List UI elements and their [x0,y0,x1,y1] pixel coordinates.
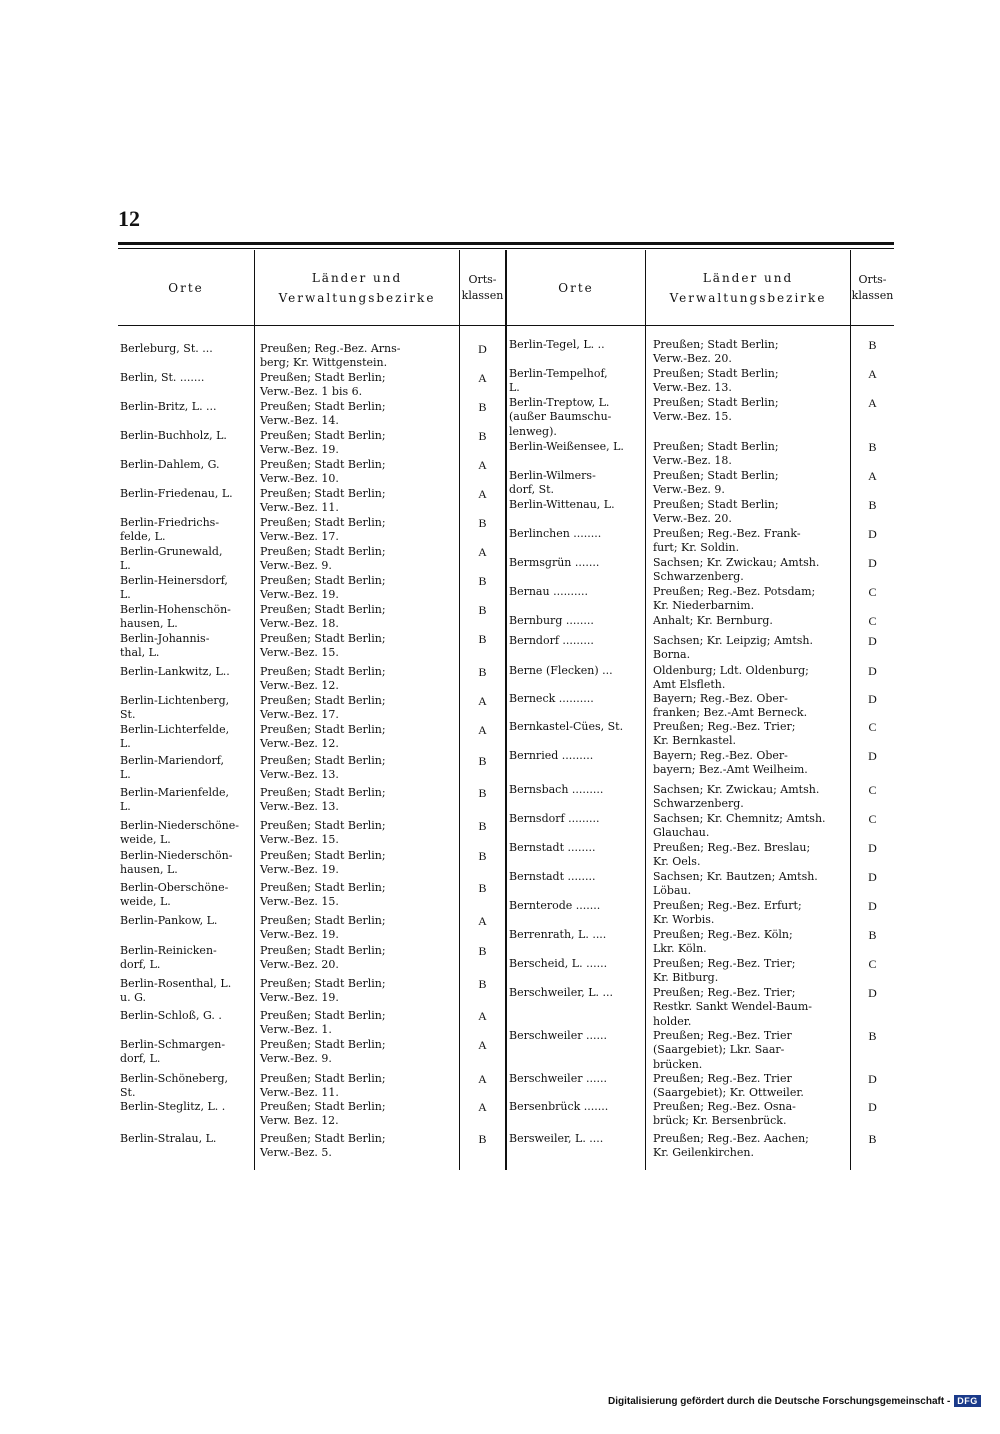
header-orte-label: Orte [558,281,594,295]
header-klassen-line2: klassen [461,289,504,302]
klasse-cell: D [868,527,877,541]
ort-cell: Berlin-Lichtenberg, St. [120,694,230,722]
land-cell: Preußen; Reg.-Bez. Trier (Saargebiet); Kr. Ottweiler. [653,1072,804,1100]
klasse-cell: A [478,1009,487,1023]
klasse-cell: C [868,720,877,734]
klasse-cell: B [868,1029,877,1043]
klasse-cell: D [868,634,877,648]
klasse-cell: A [478,1100,487,1114]
dfg-logo-icon: DFG [954,1395,981,1407]
land-cell: Preußen; Stadt Berlin; Verw.-Bez. 11. [260,1072,386,1100]
header-orte-left [118,252,254,324]
ort-cell: Berlin-Lichterfelde, L. [120,723,230,751]
land-cell: Preußen; Stadt Berlin; Verw.-Bez. 13. [260,754,386,782]
land-cell: Preußen; Reg.-Bez. Erfurt; Kr. Worbis. [653,899,802,927]
land-cell: Preußen; Stadt Berlin; Verw.-Bez. 9. [653,469,779,497]
klasse-cell: C [868,585,877,599]
land-cell: Preußen; Stadt Berlin; Verw.-Bez. 17. [260,694,386,722]
ort-cell: Berscheid, L. ...... [509,957,608,970]
klasse-cell: D [868,692,877,706]
ort-cell: Berlin-Mariendorf, L. [120,754,224,782]
land-cell: Preußen; Reg.-Bez. Trier; Restkr. Sankt Wendel-Baum- holder. [653,986,812,1028]
land-cell: Preußen; Stadt Berlin; Verw.-Bez. 19. [260,977,386,1005]
ort-cell: Berlin-Heinersdorf, L. [120,574,228,602]
ort-cell: Berlin-Treptow, L. (außer Baumschu- lenweg). [509,396,612,438]
land-cell: Preußen; Stadt Berlin; Verw.-Bez. 9. [260,1038,386,1066]
land-cell: Preußen; Stadt Berlin; Verw.-Bez. 19. [260,429,386,457]
land-cell: Preußen; Reg.-Bez. Trier; Kr. Bitburg. [653,957,796,985]
klasse-cell: B [478,1132,487,1146]
header-klassen-line1: Orts- [858,273,887,286]
land-cell: Preußen; Stadt Berlin; Verw.-Bez. 20. [653,498,779,526]
header-laender-line2: Verwaltungsbezirke [669,291,827,305]
klasse-cell: B [868,928,877,942]
ort-cell: Bernkastel-Cües, St. [509,720,624,733]
header-klassen-line2: klassen [851,289,894,302]
ort-cell: Berlin-Oberschöne- weide, L. [120,881,229,909]
table-top-rule-thin [118,248,894,249]
ort-cell: Berschweiler, L. ... [509,986,614,999]
klasse-cell: B [868,1132,877,1146]
klasse-cell: B [478,516,487,530]
klasse-cell: C [868,783,877,797]
klasse-cell: D [868,664,877,678]
land-cell: Preußen; Stadt Berlin; Verw.-Bez. 1 bis 6. [260,371,386,399]
land-cell: Preußen; Stadt Berlin; Verw.-Bez. 13. [260,786,386,814]
ort-cell: Berlin-Schmargen- dorf, L. [120,1038,226,1066]
land-cell: Sachsen; Kr. Zwickau; Amtsh. Schwarzenberg. [653,783,820,811]
land-cell: Preußen; Stadt Berlin; Verw.-Bez. 9. [260,545,386,573]
ort-cell: Berlin-Friedenau, L. [120,487,233,500]
land-cell: Preußen; Stadt Berlin; Verw.-Bez. 1. [260,1009,386,1037]
footer-text: Digitalisierung gefördert durch die Deutsche Forschungsgemeinschaft - [608,1395,951,1407]
ort-cell: Bernsdorf ......... [509,812,600,825]
header-orte-right [507,252,645,324]
header-laender-line2: Verwaltungsbezirke [278,291,436,305]
land-cell: Preußen; Stadt Berlin; Verw.-Bez. 15. [260,632,386,660]
klasse-cell: A [478,545,487,559]
klasse-cell: B [478,754,487,768]
land-cell: Sachsen; Kr. Chemnitz; Amtsh. Glauchau. [653,812,826,840]
header-orte-label: Orte [168,281,204,295]
ort-cell: Berlin-Tegel, L. .. [509,338,605,351]
klasse-cell: A [478,1072,487,1086]
ort-cell: Berlinchen ........ [509,527,602,540]
ort-cell: Berlin-Wilmers- dorf, St. [509,469,596,497]
klasse-cell: A [478,914,487,928]
land-cell: Sachsen; Kr. Bautzen; Amtsh. Löbau. [653,870,818,898]
klasse-cell: D [868,749,877,763]
ort-cell: Berlin, St. ....... [120,371,205,384]
land-cell: Preußen; Stadt Berlin; Verw.-Bez. 15. [260,881,386,909]
header-laender-right [646,252,850,324]
ort-cell: Bernau .......... [509,585,589,598]
ort-cell: Berndorf ......... [509,634,594,647]
header-laender-left [255,252,459,324]
ort-cell: Berrenrath, L. .... [509,928,607,941]
ort-cell: Berlin-Weißensee, L. [509,440,624,453]
ort-cell: Bernstadt ........ [509,870,596,883]
klasse-cell: D [478,342,487,356]
klasse-cell: B [478,429,487,443]
header-klassen-line1: Orts- [468,273,497,286]
table-body-right [507,334,894,1164]
ort-cell: Berlin-Friedrichs- felde, L. [120,516,220,544]
land-cell: Preußen; Stadt Berlin; Verw.-Bez. 18. [260,603,386,631]
klasse-cell: C [868,812,877,826]
header-laender-line1: Länder und [702,271,794,285]
land-cell: Sachsen; Kr. Leipzig; Amtsh. Borna. [653,634,813,662]
land-cell: Anhalt; Kr. Bernburg. [653,614,773,627]
land-cell: Preußen; Stadt Berlin; Verw.-Bez. 10. [260,458,386,486]
klasse-cell: B [868,498,877,512]
klasse-cell: A [478,1038,487,1052]
ort-cell: Berlin-Dahlem, G. [120,458,220,471]
klasse-cell: B [478,944,487,958]
ort-cell: Bersenbrück ....... [509,1100,609,1113]
ort-cell: Berneck .......... [509,692,594,705]
ort-cell: Berlin-Stralau, L. [120,1132,217,1145]
land-cell: Preußen; Stadt Berlin; Verw.-Bez. 15. [260,819,386,847]
land-cell: Preußen; Reg.-Bez. Breslau; Kr. Oels. [653,841,811,869]
ort-cell: Bernterode ....... [509,899,601,912]
land-cell: Preußen; Reg.-Bez. Potsdam; Kr. Niederbarnim. [653,585,816,613]
klasse-cell: D [868,986,877,1000]
klasse-cell: B [478,819,487,833]
klasse-cell: D [868,1100,877,1114]
klasse-cell: C [868,957,877,971]
ort-cell: Berlin-Tempelhof, L. [509,367,608,395]
ort-cell: Berlin-Johannis- thal, L. [120,632,210,660]
ort-cell: Berne (Flecken) ... [509,664,613,677]
land-cell: Preußen; Stadt Berlin; Verw.-Bez. 19. [260,914,386,942]
ort-cell: Bersweiler, L. .... [509,1132,604,1145]
land-cell: Preußen; Reg.-Bez. Aachen; Kr. Geilenkirchen. [653,1132,809,1160]
ort-cell: Bermsgrün ....... [509,556,600,569]
footer [608,1395,981,1407]
klasse-cell: A [868,469,877,483]
ort-cell: Berlin-Wittenau, L. [509,498,615,511]
land-cell: Preußen; Stadt Berlin; Verw. Bez. 12. [260,1100,386,1128]
land-cell: Sachsen; Kr. Zwickau; Amtsh. Schwarzenberg. [653,556,820,584]
ort-cell: Berlin-Rosenthal, L. u. G. [120,977,232,1005]
ort-cell: Berlin-Schöneberg, St. [120,1072,229,1100]
land-cell: Preußen; Stadt Berlin; Verw.-Bez. 12. [260,665,386,693]
land-cell: Bayern; Reg.-Bez. Ober- franken; Bez.-Amt Berneck. [653,692,808,720]
klasse-cell: D [868,841,877,855]
land-cell: Preußen; Reg.-Bez. Trier (Saargebiet); Lkr. Saar- brücken. [653,1029,792,1071]
klasse-cell: D [868,556,877,570]
ort-cell: Berleburg, St. ... [120,342,213,355]
land-cell: Preußen; Reg.-Bez. Köln; Lkr. Köln. [653,928,793,956]
ort-cell: Berschweiler ...... [509,1072,607,1085]
ort-cell: Bernstadt ........ [509,841,596,854]
land-cell: Preußen; Reg.-Bez. Osna- brück; Kr. Bersenbrück. [653,1100,796,1128]
klasse-cell: A [478,487,487,501]
ort-cell: Berlin-Lankwitz, L.. [120,665,230,678]
land-cell: Preußen; Stadt Berlin; Verw.-Bez. 15. [653,396,779,424]
ort-cell: Berlin-Steglitz, L. . [120,1100,226,1113]
ort-cell: Berlin-Niederschöne- weide, L. [120,819,239,847]
klasse-cell: D [868,870,877,884]
klasse-cell: B [478,574,487,588]
land-cell: Preußen; Stadt Berlin; Verw.-Bez. 11. [260,487,386,515]
land-cell: Preußen; Stadt Berlin; Verw.-Bez. 20. [653,338,779,366]
land-cell: Preußen; Reg.-Bez. Arns- berg; Kr. Wittgenstein. [260,342,401,370]
klasse-cell: B [478,786,487,800]
header-klassen-right [851,252,894,324]
klasse-cell: B [478,849,487,863]
ort-cell: Berlin-Pankow, L. [120,914,218,927]
land-cell: Preußen; Stadt Berlin; Verw.-Bez. 18. [653,440,779,468]
table-body-left [118,334,505,1164]
klasse-cell: B [478,881,487,895]
land-cell: Preußen; Stadt Berlin; Verw.-Bez. 12. [260,723,386,751]
land-cell: Preußen; Stadt Berlin; Verw.-Bez. 17. [260,516,386,544]
klasse-cell: A [478,694,487,708]
ort-cell: Berlin-Buchholz, L. [120,429,227,442]
ort-cell: Berlin-Grunewald, L. [120,545,223,573]
land-cell: Preußen; Stadt Berlin; Verw.-Bez. 19. [260,574,386,602]
ort-cell: Bernried ......... [509,749,594,762]
klasse-cell: C [868,614,877,628]
header-klassen-left [460,252,505,324]
land-cell: Preußen; Stadt Berlin; Verw.-Bez. 20. [260,944,386,972]
ort-cell: Berlin-Marienfelde, L. [120,786,230,814]
land-cell: Preußen; Stadt Berlin; Verw.-Bez. 5. [260,1132,386,1160]
land-cell: Preußen; Reg.-Bez. Trier; Kr. Bernkastel. [653,720,796,748]
land-cell: Preußen; Stadt Berlin; Verw.-Bez. 19. [260,849,386,877]
klasse-cell: D [868,899,877,913]
land-cell: Preußen; Stadt Berlin; Verw.-Bez. 13. [653,367,779,395]
land-cell: Bayern; Reg.-Bez. Ober- bayern; Bez.-Amt Weilheim. [653,749,808,777]
klasse-cell: B [478,977,487,991]
ort-cell: Berlin-Britz, L. ... [120,400,217,413]
land-cell: Oldenburg; Ldt. Oldenburg; Amt Elsfleth. [653,664,809,692]
klasse-cell: B [478,632,487,646]
klasse-cell: B [478,603,487,617]
header-laender-line1: Länder und [311,271,403,285]
page-number: 12 [118,206,140,231]
klasse-cell: D [868,1072,877,1086]
klasse-cell: A [478,458,487,472]
klasse-cell: B [478,400,487,414]
land-cell: Preußen; Reg.-Bez. Frank- furt; Kr. Soldin. [653,527,801,555]
klasse-cell: A [478,723,487,737]
klasse-cell: A [478,371,487,385]
ort-cell: Berlin-Reinicken- dorf, L. [120,944,217,972]
klasse-cell: B [868,338,877,352]
ort-cell: Bernsbach ......... [509,783,604,796]
klasse-cell: A [868,367,877,381]
ort-cell: Berlin-Niederschön- hausen, L. [120,849,233,877]
klasse-cell: A [868,396,877,410]
land-cell: Preußen; Stadt Berlin; Verw.-Bez. 14. [260,400,386,428]
ort-cell: Berschweiler ...... [509,1029,607,1042]
table-top-rule [118,242,894,245]
ort-cell: Berlin-Schloß, G. . [120,1009,222,1022]
ort-cell: Bernburg ........ [509,614,594,627]
klasse-cell: B [478,665,487,679]
klasse-cell: B [868,440,877,454]
ort-cell: Berlin-Hohenschön- hausen, L. [120,603,231,631]
